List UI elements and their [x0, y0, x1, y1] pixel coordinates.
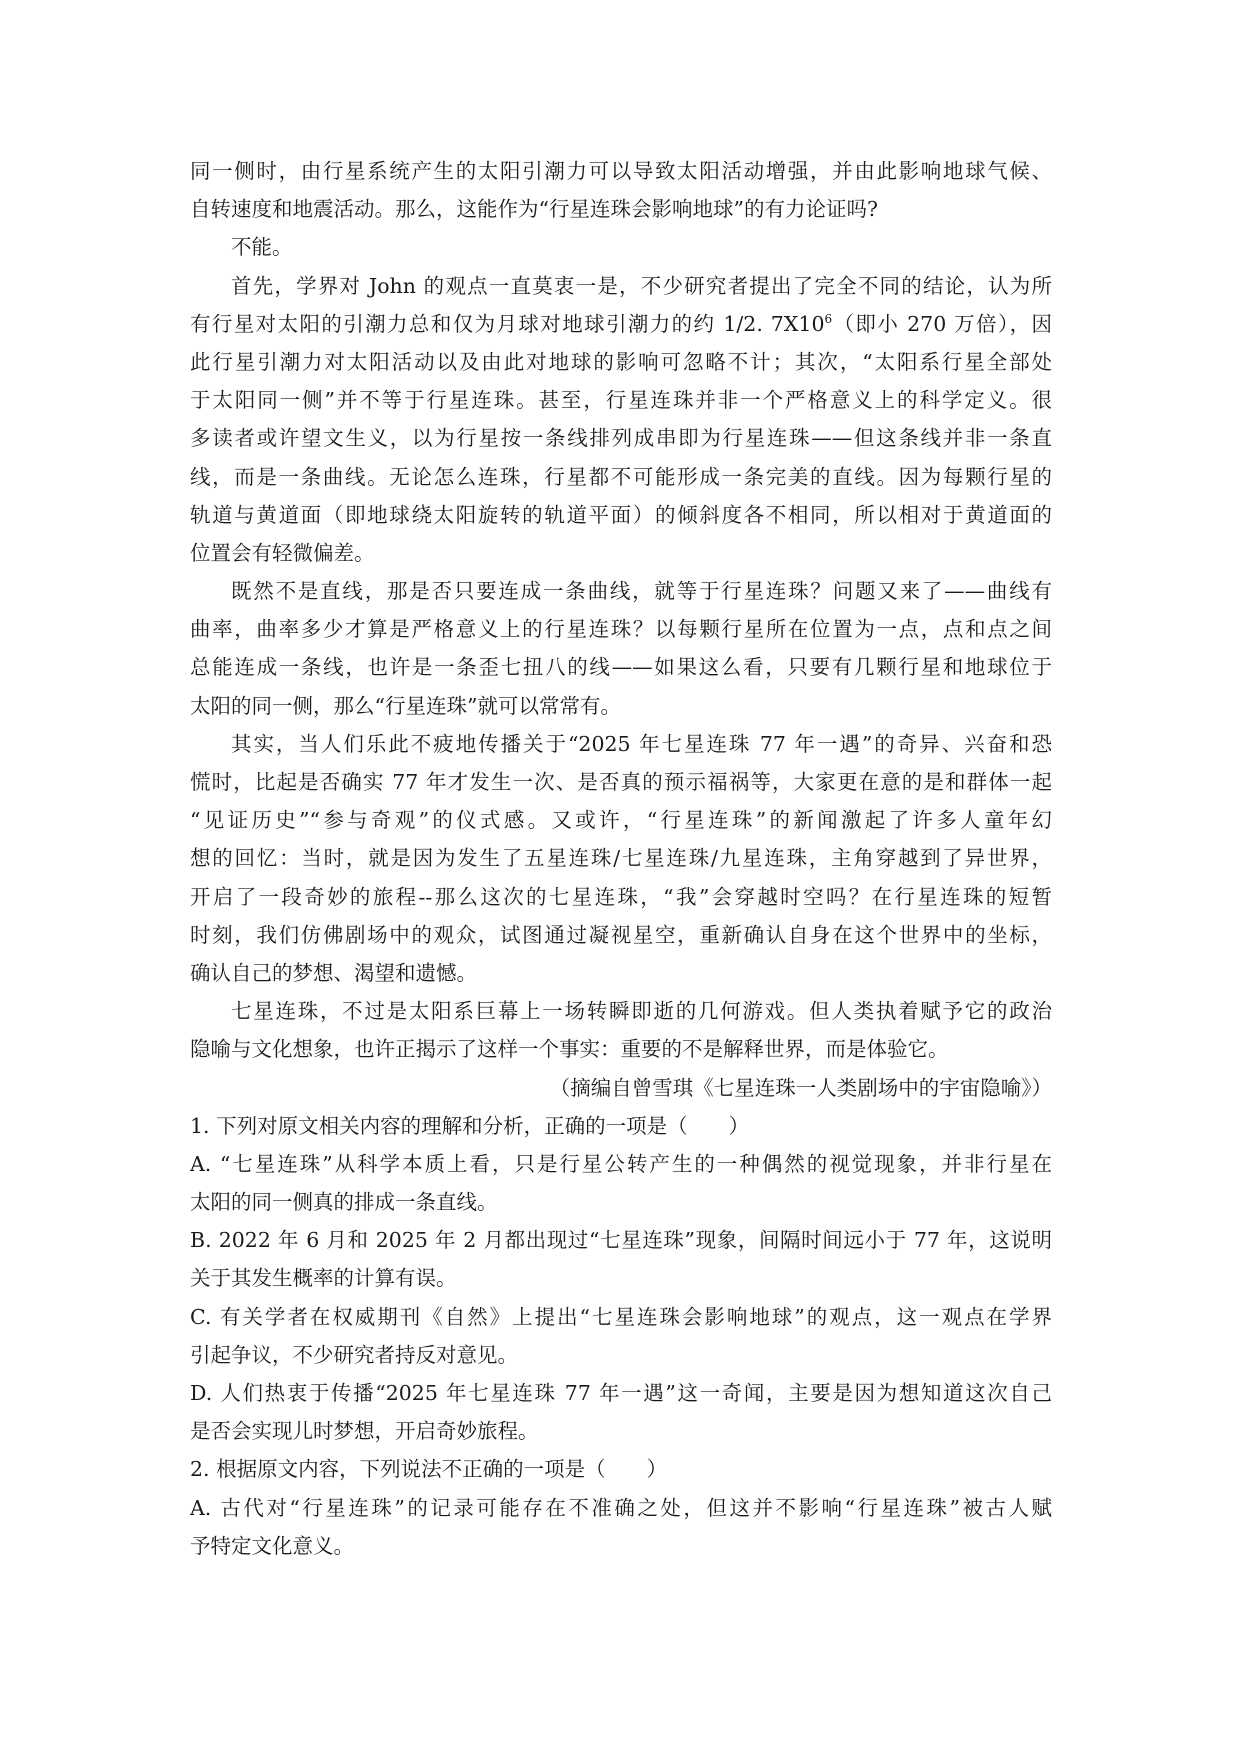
option-c-line: C. 有关学者在权威期刊《自然》上提出“七星连珠会影响地球”的观点，这一观点在学界 — [190, 1304, 1052, 1329]
text-line: 太阳的同一侧，那么“行星连珠”就可以常常有。 — [190, 693, 621, 718]
option-a-line: 太阳的同一侧真的排成一条直线。 — [190, 1190, 498, 1215]
source-citation: （摘编自曾雪琪《七星连珠一人类剧场中的宇宙隐喻》） — [549, 1075, 1052, 1100]
option-d-line: D. 人们热衷于传播“2025 年七星连珠 77 年一遇”这一奇闻，主要是因为想知道这次自己 — [190, 1381, 1052, 1405]
text-line: 首先，学界对 John 的观点一直莫衷一是，不少研究者提出了完全不同的结论，认为所 — [231, 273, 1052, 298]
question-2 — [190, 1450, 1052, 1565]
text-line-with-superscript — [190, 305, 1052, 343]
text-line: 此行星引潮力对太阳活动以及由此对地球的影响可忽略不计；其次，“太阳系行星全部处 — [190, 349, 1052, 374]
text-line: 七星连珠，不过是太阳系巨幕上一场转瞬即逝的几何游戏。但人类执着赋予它的政治 — [231, 999, 1052, 1024]
paragraph-3 — [190, 267, 1052, 573]
paragraph-2 — [190, 228, 1052, 266]
option-a-line: A. 古代对“行星连珠”的记录可能存在不准确之处，但这并不影响“行星连珠”被古人赋 — [190, 1495, 1052, 1520]
option-a-line: 予特定文化意义。 — [190, 1533, 354, 1558]
paragraph-5 — [190, 725, 1052, 992]
text-line: “见证历史”“参与奇观”的仪式感。又或许，“行星连珠”的新闻激起了许多人童年幻 — [190, 808, 1052, 833]
document-page — [190, 152, 1052, 1565]
text-line: 既然不是直线，那是否只要连成一条曲线，就等于行星连珠？问题又来了——曲线有 — [231, 579, 1052, 604]
text-line: 同一侧时，由行星系统产生的太阳引潮力可以导致太阳活动增强，并由此影响地球气候、 — [190, 159, 1052, 183]
text-line: 自转速度和地震活动。那么，这能作为“行星连珠会影响地球”的有力论证吗? — [190, 197, 878, 222]
option-b-line: B. 2022 年 6 月和 2025 年 2 月都出现过“七星连珠”现象，间隔时间远小于 77 年，这说明 — [190, 1228, 1052, 1253]
text-line: 隐喻与文化想象，也许正揭示了这样一个事实：重要的不是解释世界，而是体验它。 — [190, 1037, 949, 1062]
exponent: 6 — [824, 311, 833, 326]
text-line: 开启了一段奇妙的旅程--那么这次的七星连珠，“我”会穿越时空吗？在行星连珠的短暂 — [190, 884, 1052, 909]
paragraph-4 — [190, 572, 1052, 725]
text-line: 时刻，我们仿佛剧场中的观众，试图通过凝视星空，重新确认自身在这个世界中的坐标， — [190, 922, 1052, 947]
text-line: 曲率，曲率多少才算是严格意义上的行星连珠？以每颗行星所在位置为一点，点和点之间 — [190, 617, 1052, 642]
option-c-line: 引起争议，不少研究者持反对意见。 — [190, 1342, 518, 1367]
text-line: 想的回忆：当时，就是因为发生了五星连珠/七星连珠/九星连珠，主角穿越到了异世界， — [190, 846, 1052, 871]
text-segment: （即小 270 万倍），因 — [832, 311, 1052, 336]
text-segment: 有行星对太阳的引潮力总和仅为月球对地球引潮力的约 1/2. 7X10 — [190, 311, 825, 336]
paragraph-1 — [190, 152, 1052, 228]
question-stem: 2. 根据原文内容，下列说法不正确的一项是（ ） — [190, 1457, 668, 1482]
text-line: 不能。 — [231, 235, 293, 260]
text-line: 其实，当人们乐此不疲地传播关于“2025 年七星连珠 77 年一遇”的奇异、兴奋和恐 — [231, 731, 1052, 756]
option-d-line: 是否会实现儿时梦想，开启奇妙旅程。 — [190, 1419, 539, 1444]
text-line: 总能连成一条线，也许是一条歪七扭八的线——如果这么看，只要有几颗行星和地球位于 — [190, 655, 1052, 680]
text-line: 线，而是一条曲线。无论怎么连珠，行星都不可能形成一条完美的直线。因为每颗行星的 — [190, 464, 1052, 489]
text-line: 于太阳同一侧”并不等于行星连珠。甚至，行星连珠并非一个严格意义上的科学定义。很 — [190, 388, 1052, 413]
text-line: 轨道与黄道面（即地球绕太阳旋转的轨道平面）的倾斜度各不相同，所以相对于黄道面的 — [190, 502, 1052, 527]
option-b-line: 关于其发生概率的计算有误。 — [190, 1266, 457, 1291]
question-1 — [190, 1107, 1052, 1451]
text-line: 位置会有轻微偏差。 — [190, 540, 375, 565]
question-stem: 1. 下列对原文相关内容的理解和分析，正确的一项是（ ） — [190, 1113, 750, 1138]
option-a-line: A. “七星连珠”从科学本质上看，只是行星公转产生的一种偶然的视觉现象，并非行星在 — [190, 1151, 1052, 1176]
paragraph-6 — [190, 992, 1052, 1068]
text-line: 确认自己的梦想、渴望和遗憾。 — [190, 960, 477, 985]
text-line: 多读者或许望文生义，以为行星按一条线排列成串即为行星连珠——但这条线并非一条直 — [190, 426, 1052, 451]
text-line: 慌时，比起是否确实 77 年才发生一次、是否真的预示福祸等，大家更在意的是和群体一起 — [190, 770, 1052, 794]
